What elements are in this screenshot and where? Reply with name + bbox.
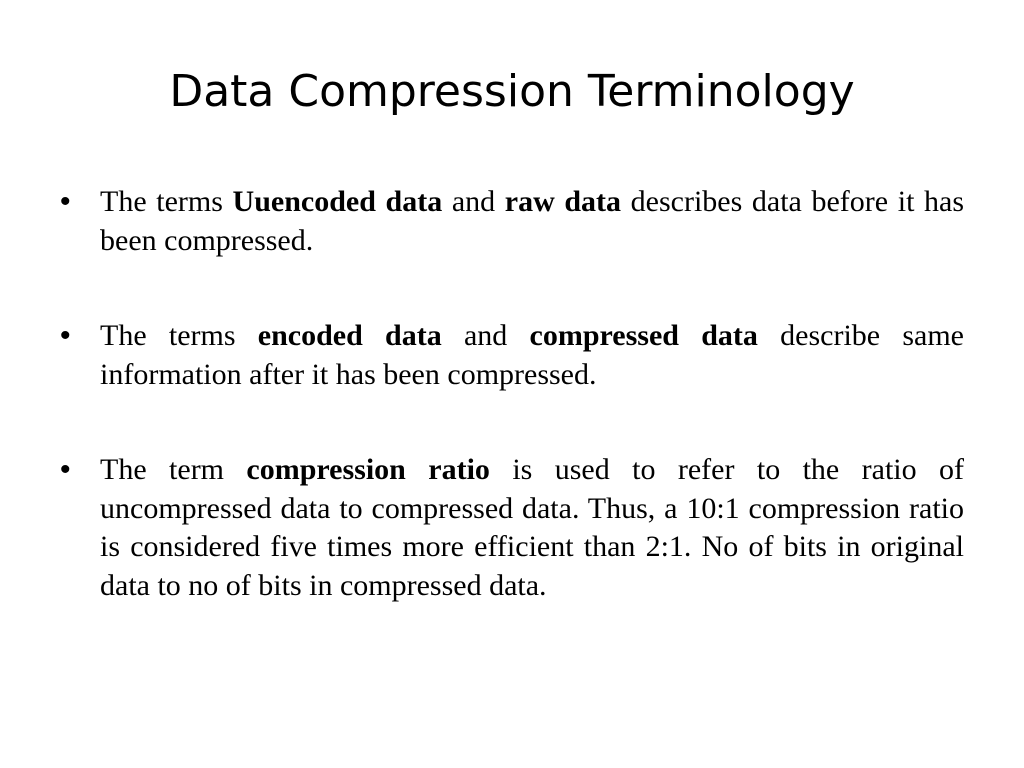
bullet-text: The terms <box>100 185 233 218</box>
bullet-text: and <box>441 319 530 352</box>
bullet-item-raw-data <box>60 183 964 260</box>
bullet-text: is used to refer to the ratio of uncompressed data to compressed data. Thus, a 10:1 compression ratio is considered five times more efficient than 2:1. No of bits in original data to no of bits in compressed data. <box>100 453 965 602</box>
bullet-term: compressed data <box>529 319 758 352</box>
bullet-item-compressed-data <box>60 317 964 394</box>
bullet-text: The terms <box>100 319 258 352</box>
bullet-text: The term <box>100 453 247 486</box>
bullet-term: raw data <box>504 185 622 218</box>
slide-title: Data Compression Terminology <box>169 66 855 117</box>
bullet-list <box>60 183 964 605</box>
bullet-text: and <box>442 185 505 218</box>
bullet-term: compression ratio <box>246 453 490 486</box>
bullet-term: encoded data <box>257 319 442 352</box>
bullet-text: describe same information after it has been compressed. <box>100 319 964 391</box>
bullet-icon: • <box>60 453 71 486</box>
bullet-icon: • <box>60 185 71 218</box>
bullet-item-compression-ratio <box>60 451 964 605</box>
bullet-icon: • <box>60 319 71 352</box>
bullet-text: describes data before it has been compressed. <box>100 185 965 257</box>
bullet-term: Uuencoded data <box>232 185 443 218</box>
